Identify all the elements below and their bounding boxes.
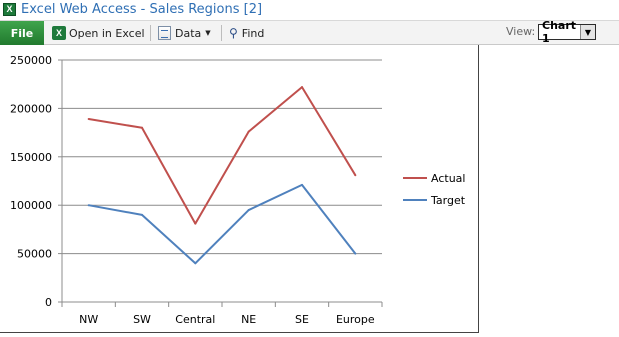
open-in-excel-button[interactable]: [52, 23, 145, 43]
data-point-actual: [141, 127, 143, 129]
binoculars-icon: ⚲: [229, 26, 238, 40]
x-tick-label: NE: [241, 313, 257, 326]
data-point-actual: [194, 223, 196, 225]
data-point-target: [88, 204, 90, 206]
data-point-target: [354, 253, 356, 255]
x-tick-label: NW: [79, 313, 99, 326]
title-bar: [0, 0, 619, 18]
data-menu-button[interactable]: [158, 23, 211, 43]
data-point-actual: [88, 118, 90, 120]
x-tick-label: SE: [295, 313, 309, 326]
line-chart: [0, 45, 479, 333]
data-point-actual: [301, 86, 303, 88]
x-tick-label: Central: [175, 313, 216, 326]
toolbar-divider: [150, 25, 151, 41]
y-tick-label: 250000: [10, 54, 52, 67]
view-select[interactable]: [538, 19, 596, 45]
open-in-excel-label: Open in Excel: [69, 26, 145, 40]
data-point-target: [248, 209, 250, 211]
y-tick-label: 150000: [10, 150, 52, 164]
y-tick-label: 50000: [17, 247, 52, 261]
legend-label-actual: Actual: [431, 172, 466, 185]
data-point-actual: [354, 174, 356, 176]
file-button[interactable]: File: [0, 21, 44, 45]
data-point-target: [194, 262, 196, 264]
data-point-target: [141, 214, 143, 216]
dropdown-arrow-icon[interactable]: ▼: [580, 25, 595, 39]
y-tick-label: 100000: [10, 199, 52, 213]
toolbar-divider: [221, 25, 222, 41]
data-point-actual: [248, 131, 250, 133]
find-label: Find: [241, 26, 265, 40]
y-tick-label: 0: [45, 296, 52, 309]
x-tick-label: Europe: [335, 313, 375, 326]
y-tick-label: 200000: [10, 102, 52, 116]
view-label: View:: [506, 25, 536, 38]
view-select-value: Chart 1: [542, 19, 577, 45]
data-menu-label: Data: [175, 26, 202, 40]
data-icon: [158, 26, 171, 40]
series-line-target: [89, 185, 356, 263]
legend-label-target: Target: [431, 194, 466, 207]
x-tick-label: SW: [133, 313, 151, 326]
chart-area: [0, 45, 479, 333]
page-title: Excel Web Access - Sales Regions [2]: [21, 1, 263, 17]
chevron-down-icon: ▼: [205, 29, 211, 37]
toolbar: [0, 20, 619, 45]
find-button[interactable]: [229, 23, 264, 43]
data-point-target: [301, 184, 303, 186]
excel-icon: X: [52, 26, 66, 40]
excel-icon: X: [3, 3, 16, 16]
